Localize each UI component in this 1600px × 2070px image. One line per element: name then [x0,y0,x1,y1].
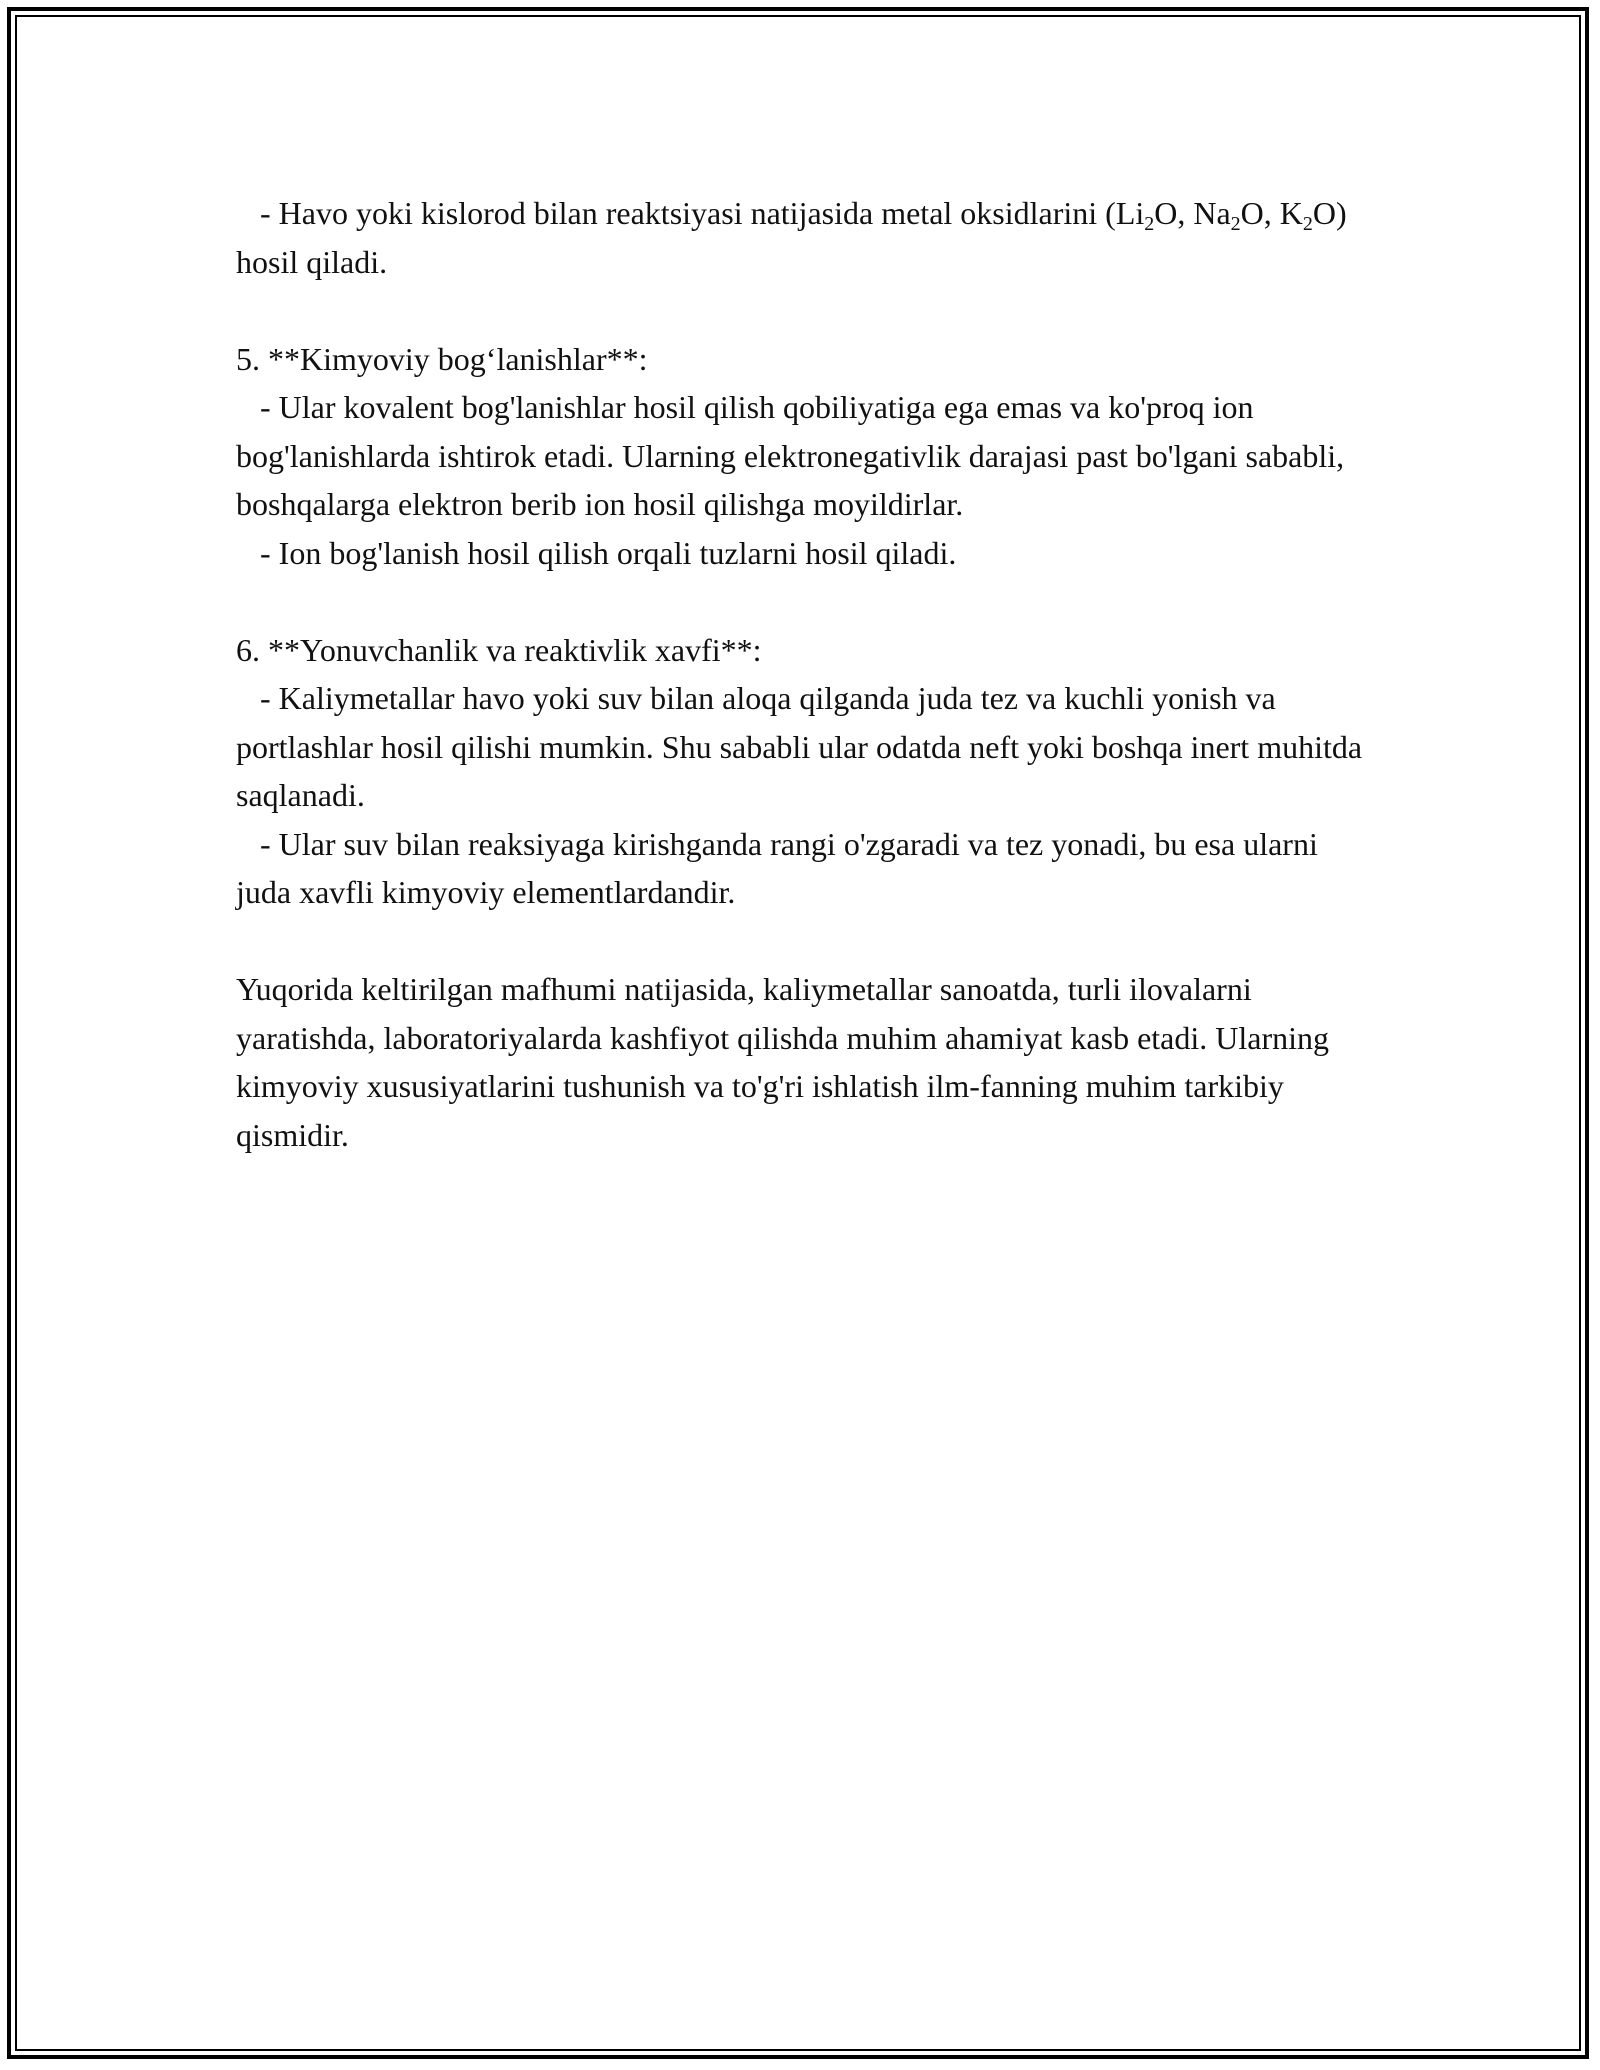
oxide-bullet-text-4: O) hosil qiladi. [236,195,1355,280]
paragraph-spacer [236,577,1376,626]
section-5-bullet-2: - Ion bog'lanish hosil qilish orqali tuzlarni hosil qiladi. [236,534,957,571]
conclusion-paragraph: Yuqorida keltirilgan mafhumi natijasida, kaliymetallar sanoatda, turli ilovalarni yaratishda, laboratoriyalarda kashfiyot qilishda muhim ahamiyat kasb etadi. Ularning kimyoviy xususiyatlarini tushunish va to'g'ri ishlatish ilm-fanning muhim tarkibiy qismidir. [236,971,1338,1153]
oxide-bullet-text-2: O, Na [1154,195,1231,231]
oxide-bullet [236,189,1376,286]
li2o-subscript: 2 [1144,213,1155,235]
paragraph-spacer [236,917,1376,966]
na2o-subscript: 2 [1230,213,1241,235]
section-5-bullet-1: - Ular kovalent bog'lanishlar hosil qilish qobiliyatiga ega emas va ko'proq ion bog'lanishlarda ishtirok etadi. Ularning elektronegativlik darajasi past bo'lgani sababli, boshqalarga elektron berib ion hosil qilishga moyildirlar. [236,389,1353,522]
section-6-bullet-2: - Ular suv bilan reaksiyaga kirishganda rangi o'zgaradi va tez yonadi, bu esa ularni juda xavfli kimyoviy elementlardandir. [236,825,1326,910]
oxide-bullet-text-1: - Havo yoki kislorod bilan reaktsiyasi natijasida metal oksidlarini (Li [236,195,1145,231]
section-6-heading: 6. **Yonuvchanlik va reaktivlik xavfi**: [236,631,762,668]
k2o-subscript: 2 [1302,213,1313,235]
section-6-bullet-1: - Kaliymetallar havo yoki suv bilan aloqa qilganda juda tez va kuchli yonish va portlashlar hosil qilishi mumkin. Shu sababli ular odatda neft yoki boshqa inert muhitda saqlanadi. [236,680,1371,813]
document-body [236,189,1376,1159]
section-5-heading: 5. **Kimyoviy bog‘lanishlar**: [236,340,648,377]
oxide-bullet-text-3: O, K [1240,195,1303,231]
paragraph-spacer [236,286,1376,335]
